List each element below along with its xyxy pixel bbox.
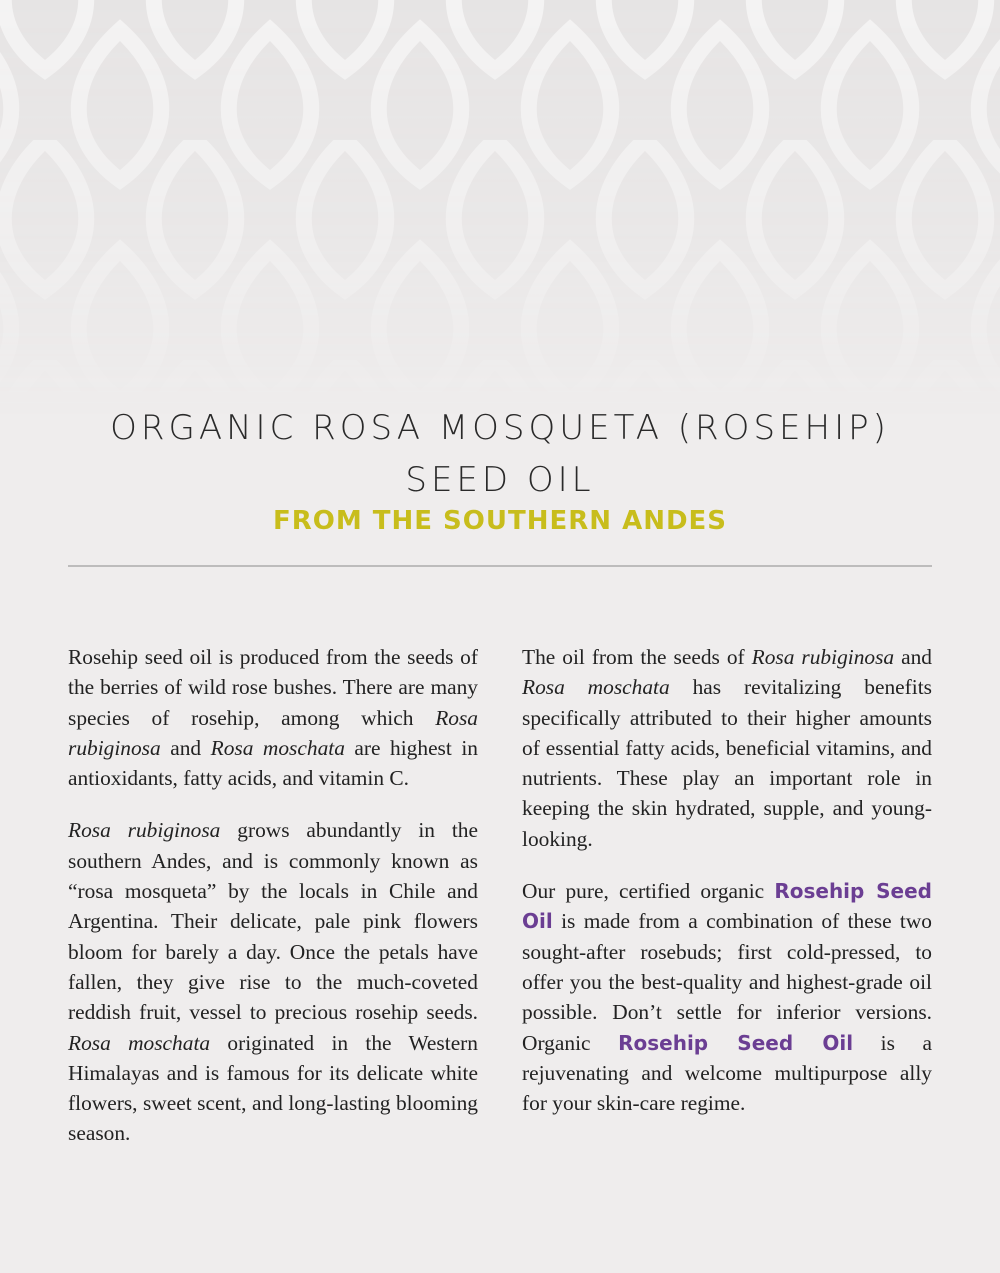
title-block [0, 402, 1000, 536]
product-name-highlight: Rosehip Seed Oil [618, 1030, 854, 1055]
left-paragraph-1: Rosehip seed oil is produced from the seeds of the berries of wild rose bushes. There are many species of rosehip, among which Rosa rubiginosa and Rosa moschata are highest in antioxidants, fatty acids, and vitamin C. [68, 645, 478, 791]
right-paragraph-1: The oil from the seeds of Rosa rubiginosa and Rosa moschata has revitalizing benefits specifically attributed to their higher amounts of essential fatty acids, beneficial vitamins, and nutrients. These play an important role in keeping the skin hydrated, supple, and young-looking. [522, 645, 932, 851]
divider [68, 565, 932, 567]
left-column [68, 642, 478, 1171]
page-subtitle: FROM THE SOUTHERN ANDES [272, 506, 728, 536]
page-title-line-2: SEED OIL [405, 460, 595, 500]
product-name-highlight: Rosehip Seed Oil [522, 879, 932, 934]
right-paragraph-2: Our pure, certified organic Rosehip Seed Oil is made from a combination of these two sought-after rosebuds; first cold-pressed, to offer you the best-quality and highest-grade oil possible. Don’t settle for inferior versions. Organic Rosehip Seed Oil is a rejuvenating and welcome multipurpose ally for your skin-care regime. [522, 879, 932, 1116]
right-column [522, 642, 932, 1140]
left-paragraph-2: Rosa rubiginosa grows abundantly in the southern Andes, and is commonly known as “rosa mosqueta” by the locals in Chile and Argentina. Their delicate, pale pink flowers bloom for barely a day. Once the petals have fallen, they give rise to the much-coveted reddish fruit, vessel to precious rosehip seeds. Rosa moschata originated in the Western Himalayas and is famous for its delicate white flowers, sweet scent, and long-lasting blooming season. [68, 818, 479, 1146]
page-title-line-1: ORGANIC ROSA MOSQUETA (ROSEHIP) [110, 408, 890, 448]
